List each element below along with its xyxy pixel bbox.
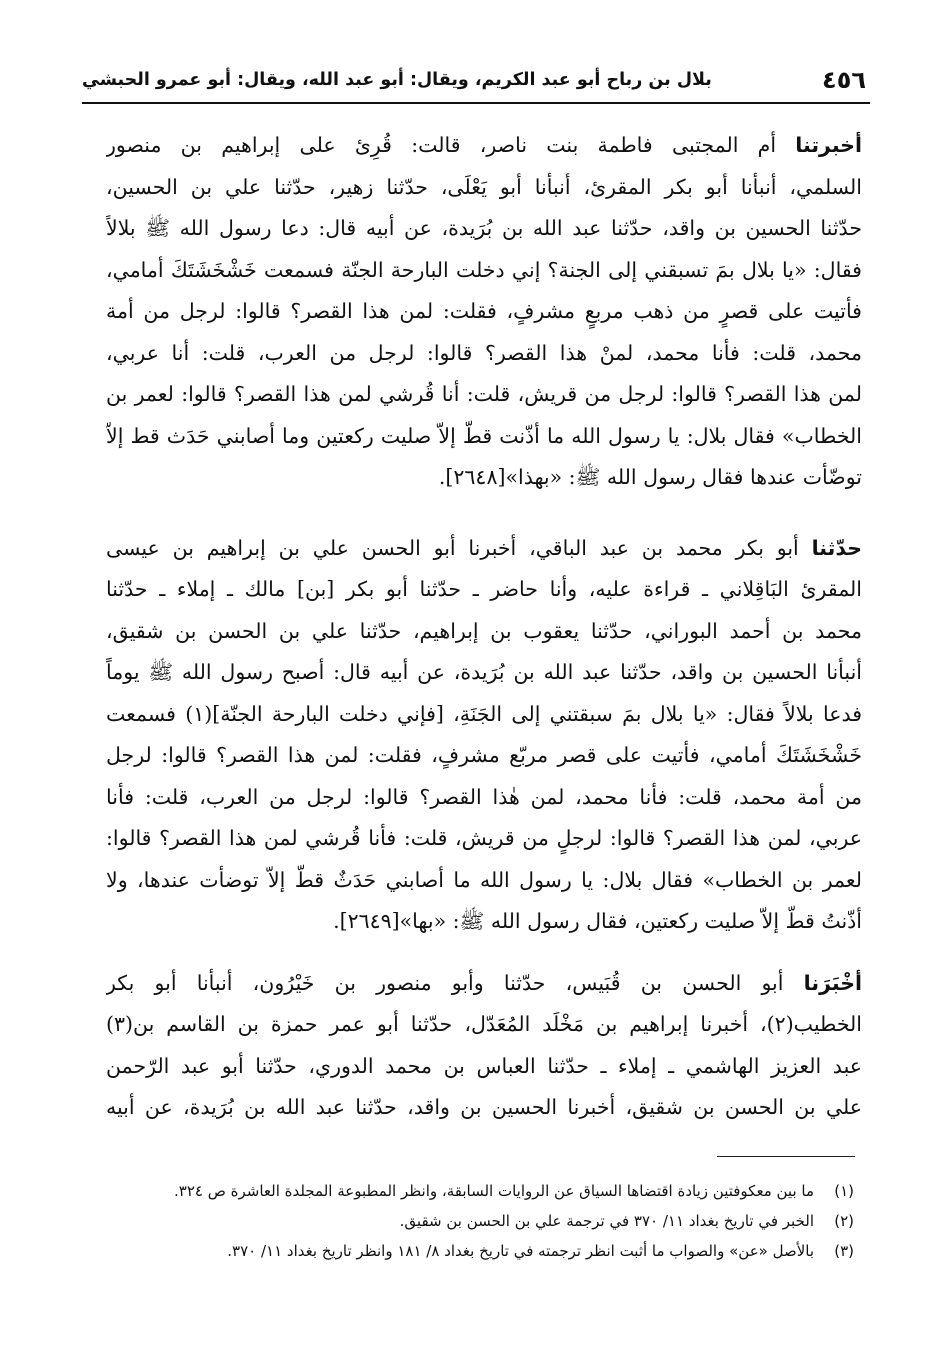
- line-text: أم المجتبى فاطمة بنت ناصر، قالت: قُرِئ على إبراهيم بن منصور: [106, 133, 777, 157]
- page-number: ٤٥٦: [822, 66, 866, 94]
- line-text: أبو الحسن بن قُبَيس، حدّثنا وأبو منصور بن خَيْرُون، أنبأنا أبو بكر: [106, 970, 784, 995]
- footnote-number: (١): [834, 1182, 854, 1200]
- text-line: الخطيب(٢)، أخبرنا إبراهيم بن مَخْلَد المُعَدّل، حدّثنا أبو عمر حمزة بن القاسم بن(٣): [106, 1012, 862, 1036]
- text-line: فدعا بلالاً فقال: «يا بلال بمَ سبقتني إلى الجَنَةِ، [فإني دخلت البارحة الجنّة](١) فسمعت: [106, 701, 862, 726]
- text-line: أذّنتُ قطّ إلاّ صليت ركعتين، فقال رسول الله ﷺ: «بها»[٢٦٤٩].: [333, 909, 862, 933]
- text-line: من أمة محمد، قلت: فأنا محمد، لمن هٰذا القصر؟ قالوا: لرجل من العرب، قلت: فأنا: [106, 784, 862, 809]
- text-line: الخطاب» فقال بلال: يا رسول الله ما أذّنت قطّ إلاّ صليت ركعتين وما أصابني حَدَث قط إلاّ: [106, 423, 862, 448]
- text-line: فقال: «يا بلال بمَ تسبقني إلى الجنة؟ إني دخلت البارحة الجنّة فسمعت خَشْخَشَتَكَ أمامي،: [106, 257, 862, 282]
- footnote-text: بالأصل «عن» والصواب ما أثبت انظر ترجمته في تاريخ بغداد ٨/ ١٨١ وانظر تاريخ بغداد ١١/ ٣٧٠.: [227, 1242, 814, 1260]
- text-line: [106, 528, 862, 570]
- paragraph-spacer: [106, 943, 862, 963]
- paragraph-lead: حدّثنا: [811, 535, 862, 560]
- footnote-text: الخبر في تاريخ بغداد ١١/ ٣٧٠ في ترجمة علي بن الحسن بن شقيق.: [399, 1212, 814, 1230]
- footnote-number: (٣): [834, 1242, 854, 1260]
- footnote: [115, 1176, 854, 1206]
- paragraph-2: [106, 528, 862, 943]
- body-text: [106, 125, 862, 1129]
- text-line: لمن هذا القصر؟ قالوا: لرجل من قريش، قلت: أنا قُرشي لمن هذا القصر؟ قالوا: لعمر بن: [106, 382, 862, 406]
- paragraph-3: [106, 963, 862, 1129]
- text-line: السلمي، أنبأنا أبو بكر المقرئ، أنبأنا أبو يَعْلَى، حدّثنا زهير، حدّثنا علي بن الحسين،: [106, 174, 862, 199]
- text-line: حدّثنا الحسين بن واقد، حدّثنا عبد الله بن بُرَيدة، عن أبيه قال: دعا رسول الله ﷺ بلالاً: [106, 216, 862, 240]
- page-header: [82, 62, 870, 102]
- text-line: عبد العزيز الهاشمي ـ إملاء ـ حدّثنا العباس بن محمد الدوري، حدّثنا أبو عبد الرّحمن: [106, 1053, 862, 1078]
- text-line: [106, 963, 862, 1005]
- text-line: خَشْخَشَتَكَ أمامي، فأتيت على قصر مربّع مشرفٍ، فقلت: لمن هذا القصر؟ قالوا: لرجل: [106, 743, 862, 767]
- running-title: بلال بن رباح أبو عبد الكريم، ويقال: أبو عبد الله، ويقال: أبو عمرو الحبشي: [82, 70, 712, 90]
- paragraph-spacer: [106, 499, 862, 528]
- text-line: أنبأنا الحسين بن واقد، حدّثنا عبد الله بن بُرَيدة، عن أبيه قال: أصبح رسول الله ﷺ يوماً: [106, 660, 862, 684]
- footnote: [115, 1206, 854, 1236]
- footnote-rule: [717, 1156, 855, 1157]
- line-text: أبو بكر محمد بن عبد الباقي، أخبرنا أبو الحسن علي بن إبراهيم بن عيسى: [106, 535, 799, 560]
- text-line: علي بن الحسن بن شقيق، أخبرنا الحسين بن واقد، حدّثنا عبد الله بن بُرَيدة، عن أبيه: [106, 1095, 862, 1119]
- footnotes: [115, 1176, 854, 1266]
- text-line: [106, 125, 862, 167]
- footnote-text: ما بين معكوفتين زيادة اقتضاها السياق عن الروايات السابقة، وانظر المطبوعة المجلدة العاشرة ص ٣٢٤.: [174, 1182, 814, 1200]
- text-line: لعمر بن الخطاب» فقال بلال: يا رسول الله ما أصابني حَدَثٌ قطّ إلاّ توضأت عندها، ولا: [106, 867, 862, 892]
- text-line: عربي، لمن هذا القصر؟ قالوا: لرجلٍ من قريش، قلت: فأنا قُرشي لمن هذا القصر؟ قالوا:: [106, 826, 862, 850]
- paragraph-lead: أخْبَرَنا: [803, 970, 862, 995]
- text-line: المقرئ البَاقِلاني ـ قراءة عليه، وأنا حاضر ـ حدّثنا أبو بكر [بن] مالك ـ إملاء ـ حدّثنا: [106, 577, 862, 601]
- text-line: محمد بن أحمد البوراني، حدّثنا يعقوب بن إبراهيم، حدّثنا علي بن الحسن بن شقيق،: [106, 618, 862, 643]
- paragraph-1: [106, 125, 862, 499]
- text-line: توضّأت عندها فقال رسول الله ﷺ: «بهذا»[٢٦٤٨].: [438, 465, 862, 489]
- header-rule: [82, 102, 870, 104]
- text-line: محمد، قلت: فأنا محمد، لمنْ هذا القصر؟ قالوا: لرجل من العرب، قلت: أنا عربي،: [106, 340, 862, 365]
- text-line: فأتيت على قصرٍ من ذهب مربعٍ مشرفٍ، فقلت: لمن هذا القصر؟ قالوا: لرجل من أمة: [106, 299, 862, 323]
- footnote-number: (٢): [834, 1212, 854, 1230]
- footnote: [115, 1236, 854, 1266]
- paragraph-lead: أخبرتنا: [795, 133, 862, 157]
